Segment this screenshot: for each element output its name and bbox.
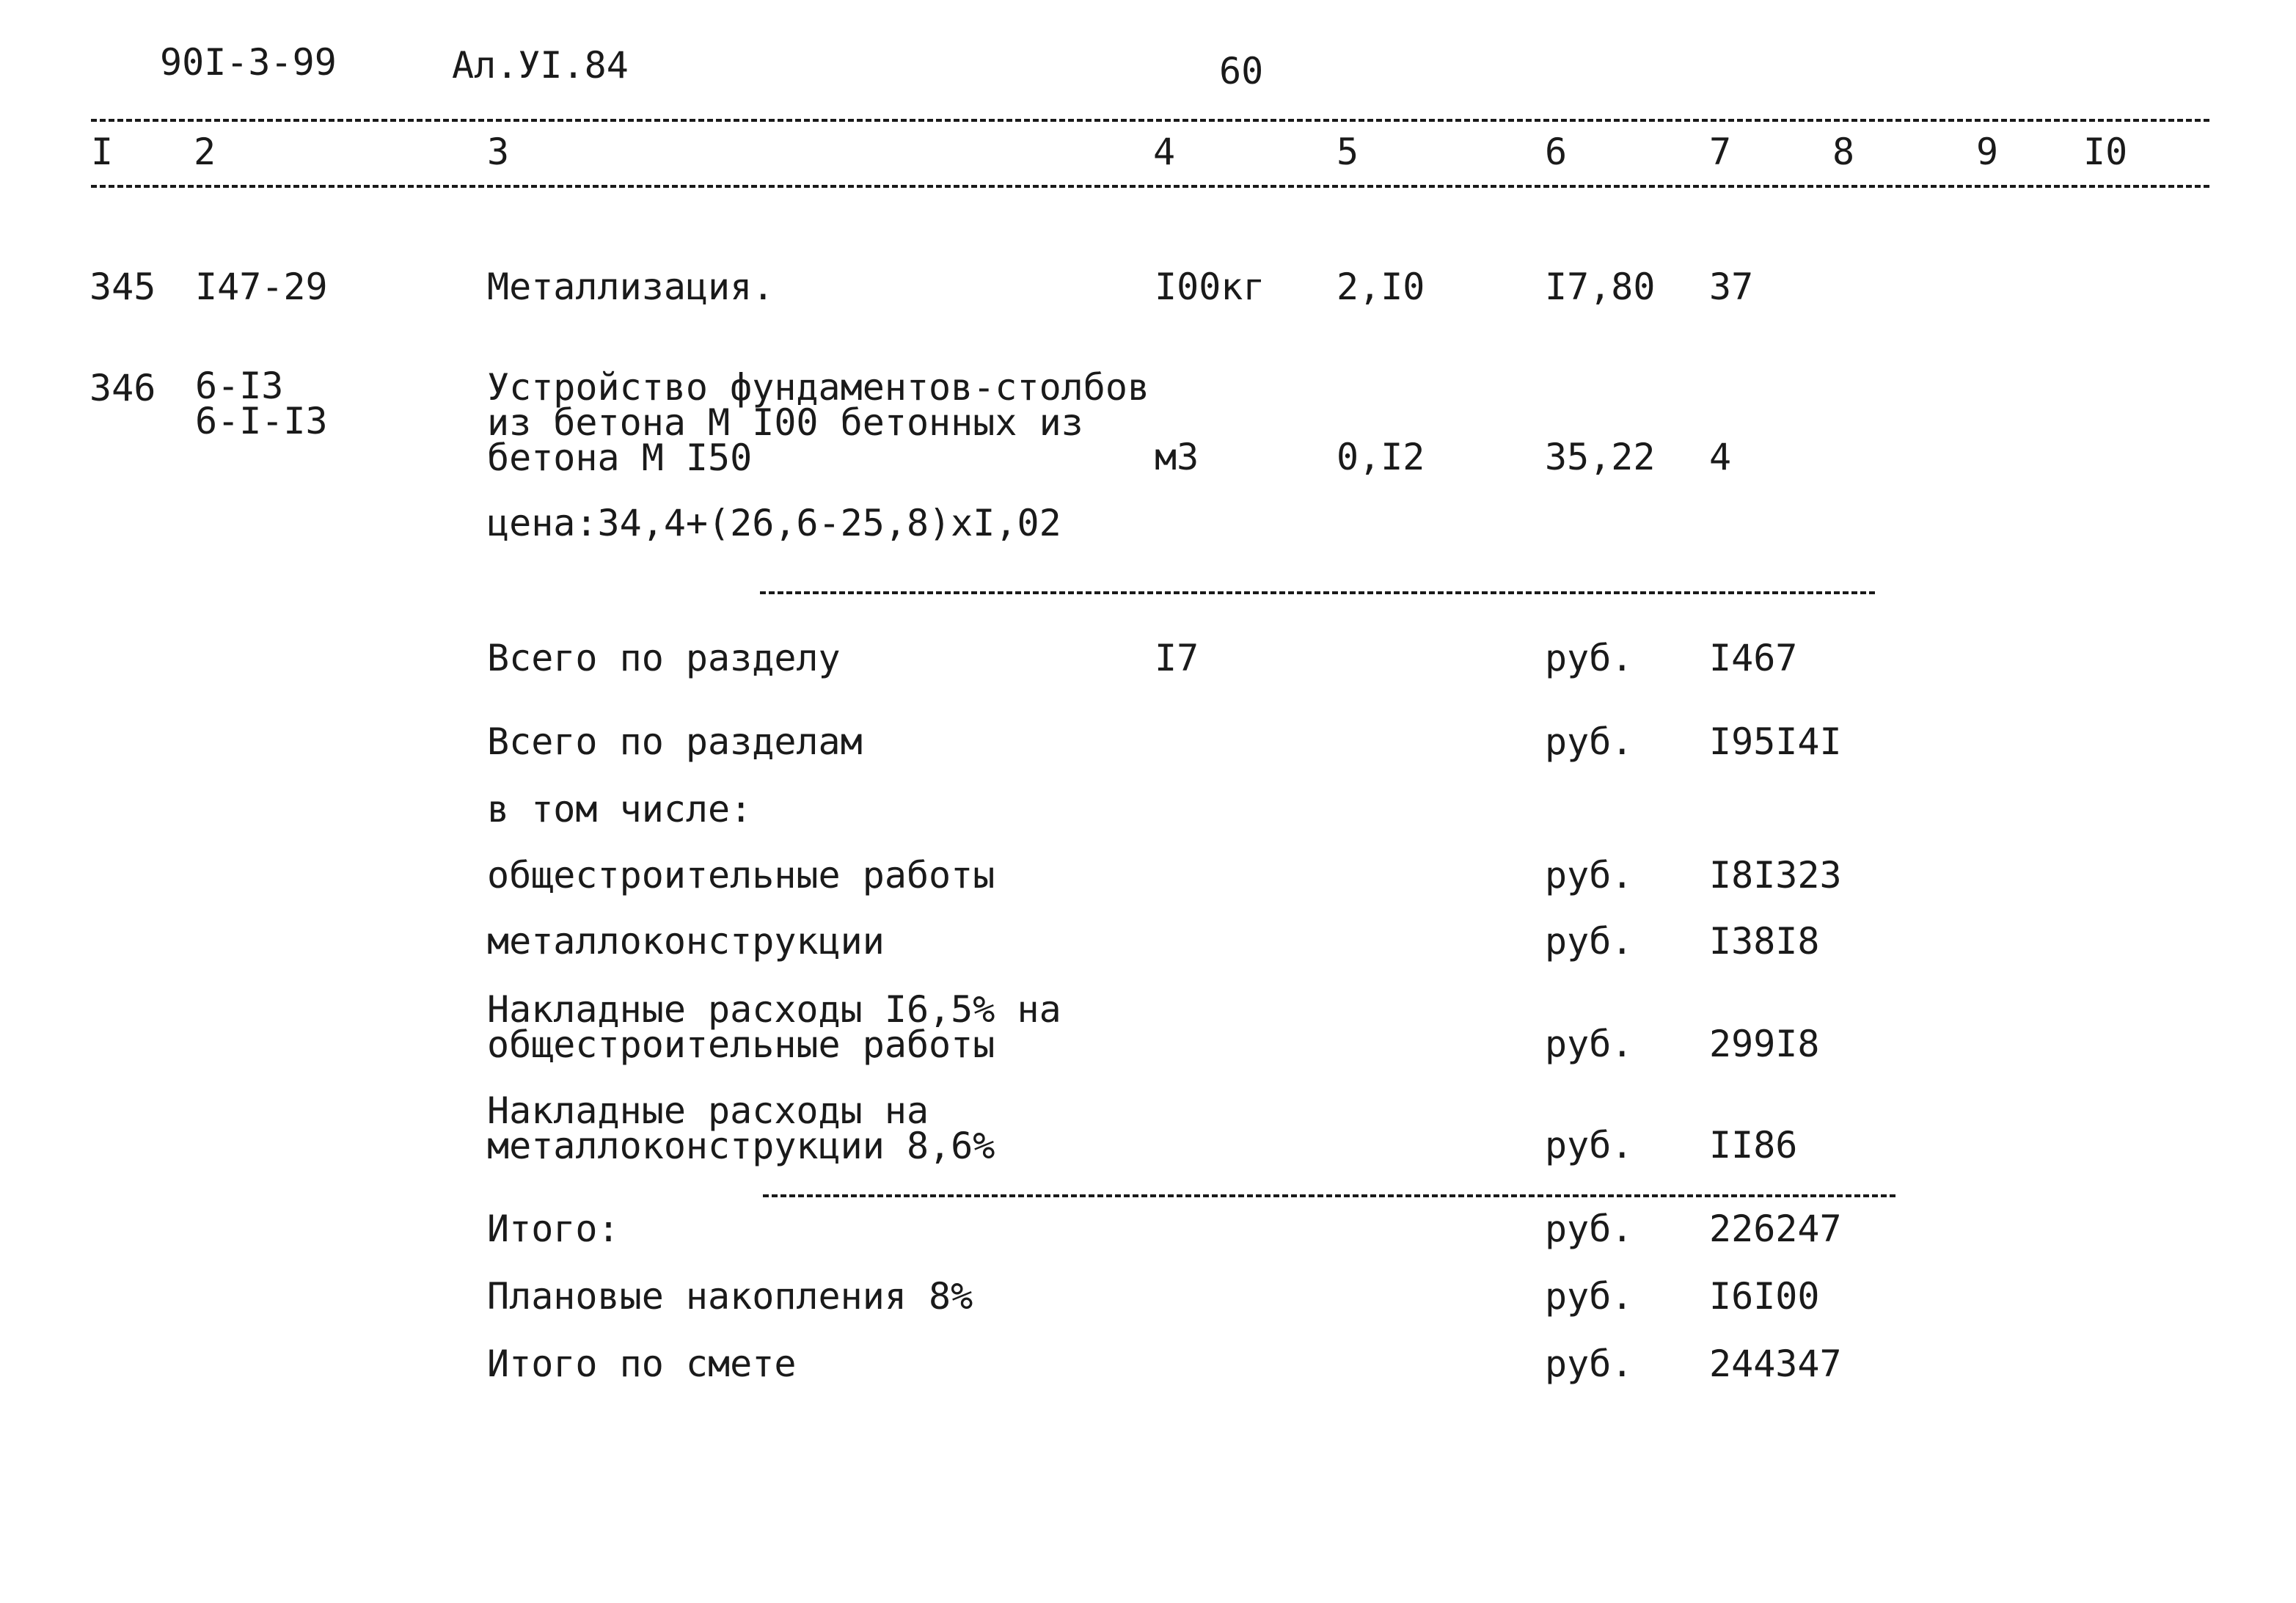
row-346-unit: м3 — [1155, 436, 1199, 478]
header-top-rule — [91, 119, 2209, 122]
row-346-price-note: цена:34,4+(26,6-25,8)хI,02 — [487, 502, 1061, 544]
page-number: 60 — [1219, 50, 1264, 92]
column-number-2: 2 — [194, 131, 216, 173]
summary-overhead-general-currency: руб. — [1545, 1023, 1634, 1065]
row-346-total: 4 — [1709, 436, 1732, 478]
totals-divider — [763, 1194, 1895, 1197]
column-number-6: 6 — [1545, 131, 1568, 173]
summary-grand-total-currency: руб. — [1545, 1343, 1634, 1385]
summary-general-works-value: I8I323 — [1709, 854, 1842, 897]
column-number-8: 8 — [1832, 131, 1855, 173]
section-divider — [760, 591, 1875, 594]
summary-subtotal-currency: руб. — [1545, 1208, 1634, 1250]
summary-subtotal-value: 226247 — [1709, 1208, 1842, 1250]
album-number: Ал.УI.84 — [452, 44, 629, 87]
summary-general-works-label: общестроительные работы — [487, 854, 995, 897]
summary-metalwork-label: металлоконструкции — [487, 920, 885, 963]
column-number-1: I — [91, 131, 114, 173]
summary-overhead-general-value: 299I8 — [1709, 1023, 1820, 1065]
column-number-5: 5 — [1337, 131, 1359, 173]
summary-overhead-general-label: Накладные расходы I6,5% на общестроительные работы — [487, 988, 1061, 1066]
summary-overhead-metal-label: Накладные расходы на металлоконструкции 8,6% — [487, 1089, 995, 1167]
summary-grand-total-label: Итого по смете — [487, 1343, 797, 1385]
row-346-number: 346 — [89, 367, 156, 409]
document-code: 90I-3-99 — [160, 41, 337, 84]
summary-including-label: в том числе: — [487, 788, 753, 830]
row-345-unit: I00кг — [1155, 266, 1265, 308]
summary-all-sections-label: Всего по разделам — [487, 720, 863, 763]
summary-section-count: I7 — [1155, 637, 1199, 679]
summary-subtotal-label: Итого: — [487, 1208, 620, 1250]
column-number-9: 9 — [1976, 131, 1999, 173]
summary-metalwork-value: I38I8 — [1709, 920, 1820, 963]
row-345-code: I47-29 — [195, 266, 328, 308]
summary-metalwork-currency: руб. — [1545, 920, 1634, 963]
summary-general-works-currency: руб. — [1545, 854, 1634, 897]
summary-grand-total-value: 244347 — [1709, 1343, 1842, 1385]
summary-section-total-value: I467 — [1709, 637, 1798, 679]
row-346-code: 6-I3 6-I-I3 — [195, 365, 328, 442]
column-number-7: 7 — [1709, 131, 1732, 173]
column-number-10: I0 — [2083, 131, 2128, 173]
row-346-description: Устройство фундаментов-столбов из бетона М I00 бетонных из бетона М I50 — [487, 366, 1150, 479]
summary-overhead-metal-value: II86 — [1709, 1124, 1798, 1166]
row-345-price: I7,80 — [1545, 266, 1656, 308]
summary-section-total-label: Всего по разделу — [487, 637, 841, 679]
row-345-quantity: 2,I0 — [1337, 266, 1425, 308]
row-345-total: 37 — [1709, 266, 1754, 308]
summary-overhead-metal-currency: руб. — [1545, 1124, 1634, 1166]
summary-planned-savings-value: I6I00 — [1709, 1275, 1820, 1318]
summary-section-total-currency: руб. — [1545, 637, 1634, 679]
summary-all-sections-currency: руб. — [1545, 720, 1634, 763]
summary-all-sections-value: I95I4I — [1709, 720, 1842, 763]
summary-planned-savings-currency: руб. — [1545, 1275, 1634, 1318]
header-bottom-rule — [91, 185, 2209, 188]
row-346-price: 35,22 — [1545, 436, 1656, 478]
row-345-description: Металлизация. — [487, 266, 775, 308]
summary-planned-savings-label: Плановые накопления 8% — [487, 1275, 973, 1318]
row-345-number: 345 — [89, 266, 156, 308]
column-number-3: 3 — [487, 131, 510, 173]
column-number-4: 4 — [1153, 131, 1176, 173]
row-346-quantity: 0,I2 — [1337, 436, 1425, 478]
